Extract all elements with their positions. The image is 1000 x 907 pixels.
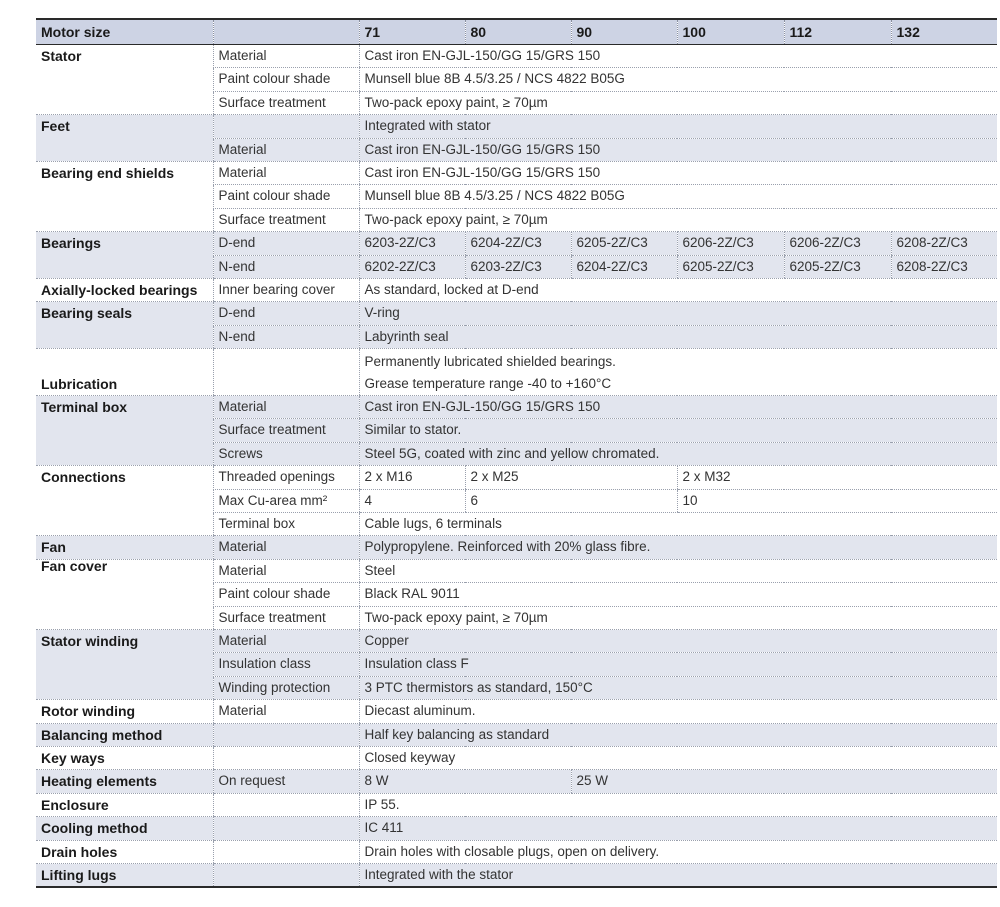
bearing-cell: 6204-2Z/C3 — [571, 255, 677, 278]
group-lifting-lugs: Lifting lugs — [36, 863, 213, 887]
table-row — [36, 770, 997, 793]
group-heating-elements: Heating elements — [36, 770, 213, 793]
size-100: 100 — [677, 19, 784, 45]
table-row — [36, 419, 997, 442]
row-label: Paint colour shade — [213, 68, 359, 91]
table-row — [36, 817, 997, 840]
row-label: Max Cu-area mm² — [213, 489, 359, 512]
row-value: Cable lugs, 6 terminals — [359, 513, 997, 536]
group-bearing-end-shields: Bearing end shields — [41, 164, 175, 181]
table-row — [36, 583, 997, 606]
bearing-cell: 6206-2Z/C3 — [784, 232, 891, 255]
table-row — [36, 793, 997, 816]
threaded-cell: 2 x M16 — [359, 466, 465, 489]
table-row — [36, 863, 997, 887]
bearing-cell: 6203-2Z/C3 — [359, 232, 465, 255]
table-row — [36, 723, 997, 746]
group-enclosure: Enclosure — [36, 793, 213, 816]
row-label: Material — [213, 700, 359, 723]
table-row — [36, 138, 997, 161]
bearing-cell: 6208-2Z/C3 — [891, 232, 997, 255]
size-90: 90 — [571, 19, 677, 45]
motor-size-label: Motor size — [36, 19, 213, 45]
header-row — [36, 19, 997, 45]
row-value: Cast iron EN-GJL-150/GG 15/GRS 150 — [359, 138, 997, 161]
bearing-cell: 6205-2Z/C3 — [571, 232, 677, 255]
group-stator-winding: Stator winding — [36, 629, 213, 652]
group-bearing-seals: Bearing seals — [36, 302, 213, 325]
row-label: Surface treatment — [213, 419, 359, 442]
table-row — [36, 349, 997, 396]
threaded-cell: 2 x M25 — [465, 466, 677, 489]
row-label: Material — [213, 559, 359, 582]
group-fan-cover: Fan cover — [41, 559, 108, 574]
row-value: Munsell blue 8B 4.5/3.25 / NCS 4822 B05G — [359, 185, 997, 208]
row-label: Terminal box — [213, 513, 359, 536]
table-row — [36, 232, 997, 255]
table-row — [36, 653, 997, 676]
bearing-cell: 6208-2Z/C3 — [891, 255, 997, 278]
row-value: Cast iron EN-GJL-150/GG 15/GRS 150 — [359, 396, 997, 419]
table-row — [36, 466, 997, 489]
cu-cell: 10 — [677, 489, 997, 512]
row-label: Material — [213, 45, 359, 68]
row-value: IC 411 — [359, 817, 997, 840]
row-label: Screws — [213, 442, 359, 465]
bearing-cell: 6205-2Z/C3 — [784, 255, 891, 278]
row-label: Material — [213, 629, 359, 652]
row-label: D-end — [213, 302, 359, 325]
row-label: Material — [213, 161, 359, 184]
row-label: Material — [213, 396, 359, 419]
row-value: Labyrinth seal — [359, 325, 997, 348]
row-value: Drain holes with closable plugs, open on delivery. — [359, 840, 997, 863]
group-bearings: Bearings — [36, 232, 213, 255]
table-row — [36, 559, 997, 582]
group-connections: Connections — [41, 469, 126, 486]
row-label: Surface treatment — [213, 606, 359, 629]
row-value: Integrated with the stator — [359, 863, 997, 887]
row-label: Winding protection — [213, 676, 359, 699]
row-value: Steel — [359, 559, 997, 582]
row-label: Material — [213, 138, 359, 161]
row-value: Two-pack epoxy paint, ≥ 70µm — [359, 91, 997, 114]
bearing-cell: 6205-2Z/C3 — [677, 255, 784, 278]
motor-spec-table — [36, 18, 997, 888]
row-value: Steel 5G, coated with zinc and yellow chromated. — [359, 442, 997, 465]
heating-cell: 25 W — [571, 770, 997, 793]
bearing-cell: 6203-2Z/C3 — [465, 255, 571, 278]
row-value: As standard, locked at D-end — [359, 278, 997, 301]
table-row — [36, 325, 997, 348]
table-row — [36, 746, 997, 769]
row-value: Copper — [359, 629, 997, 652]
bearing-cell: 6206-2Z/C3 — [677, 232, 784, 255]
table-row — [36, 255, 997, 278]
row-label: D-end — [213, 232, 359, 255]
group-cooling-method: Cooling method — [36, 817, 213, 840]
bearing-cell: 6202-2Z/C3 — [359, 255, 465, 278]
row-label: Surface treatment — [213, 208, 359, 231]
threaded-cell: 2 x M32 — [677, 466, 997, 489]
row-label: On request — [213, 770, 359, 793]
row-label: Paint colour shade — [213, 185, 359, 208]
row-value: Cast iron EN-GJL-150/GG 15/GRS 150 — [359, 161, 997, 184]
size-80: 80 — [465, 19, 571, 45]
heating-cell: 8 W — [359, 770, 571, 793]
row-value: Closed keyway — [359, 746, 997, 769]
table-row — [36, 278, 997, 301]
row-value: Two-pack epoxy paint, ≥ 70µm — [359, 606, 997, 629]
bearing-cell: 6204-2Z/C3 — [465, 232, 571, 255]
row-label: Material — [213, 536, 359, 559]
table-row — [36, 629, 997, 652]
table-row — [36, 91, 997, 114]
row-value: Similar to stator. — [359, 419, 997, 442]
size-132: 132 — [891, 19, 997, 45]
row-label: N-end — [213, 325, 359, 348]
table-row — [36, 606, 997, 629]
row-value: IP 55. — [359, 793, 997, 816]
lubrication-line: Permanently lubricated shielded bearings. — [364, 354, 616, 370]
row-label: Paint colour shade — [213, 583, 359, 606]
table-row — [36, 68, 997, 91]
cu-cell: 6 — [465, 489, 677, 512]
motor-spec-table-container — [36, 18, 994, 888]
row-value: Munsell blue 8B 4.5/3.25 / NCS 4822 B05G — [359, 68, 997, 91]
row-value: Insulation class F — [359, 653, 997, 676]
group-lubrication: Lubrication — [36, 349, 213, 396]
table-row — [36, 676, 997, 699]
group-fan: Fan — [36, 536, 213, 559]
row-value: Diecast aluminum. — [359, 700, 997, 723]
lubrication-value — [359, 349, 997, 396]
size-112: 112 — [784, 19, 891, 45]
group-key-ways: Key ways — [36, 746, 213, 769]
table-row — [36, 536, 997, 559]
row-value: 3 PTC thermistors as standard, 150°C — [359, 676, 997, 699]
cu-cell: 4 — [359, 489, 465, 512]
table-row — [36, 700, 997, 723]
row-label: Threaded openings — [213, 466, 359, 489]
group-terminal-box: Terminal box — [36, 396, 213, 419]
table-row — [36, 185, 997, 208]
table-row — [36, 302, 997, 325]
group-stator: Stator — [41, 48, 82, 64]
table-row — [36, 45, 997, 68]
group-rotor-winding: Rotor winding — [36, 700, 213, 723]
group-drain-holes: Drain holes — [36, 840, 213, 863]
row-label: Inner bearing cover — [213, 278, 359, 301]
table-row — [36, 840, 997, 863]
row-value: V-ring — [359, 302, 997, 325]
size-71: 71 — [359, 19, 465, 45]
group-feet: Feet — [36, 115, 213, 138]
table-row — [36, 396, 997, 419]
table-row — [36, 513, 997, 536]
row-label: N-end — [213, 255, 359, 278]
table-row — [36, 115, 997, 138]
row-label: Insulation class — [213, 653, 359, 676]
row-label: Surface treatment — [213, 91, 359, 114]
row-value: Integrated with stator — [359, 115, 997, 138]
group-axially-locked-bearings: Axially-locked bearings — [36, 278, 213, 301]
row-value: Two-pack epoxy paint, ≥ 70µm — [359, 208, 997, 231]
row-value: Black RAL 9011 — [359, 583, 997, 606]
table-row — [36, 489, 997, 512]
row-value: Cast iron EN-GJL-150/GG 15/GRS 150 — [359, 45, 997, 68]
table-row — [36, 442, 997, 465]
row-value: Half key balancing as standard — [359, 723, 997, 746]
group-balancing-method: Balancing method — [36, 723, 213, 746]
table-row — [36, 161, 997, 184]
row-value: Polypropylene. Reinforced with 20% glass fibre. — [359, 536, 997, 559]
table-row — [36, 208, 997, 231]
lubrication-line: Grease temperature range -40 to +160°C — [364, 376, 612, 392]
